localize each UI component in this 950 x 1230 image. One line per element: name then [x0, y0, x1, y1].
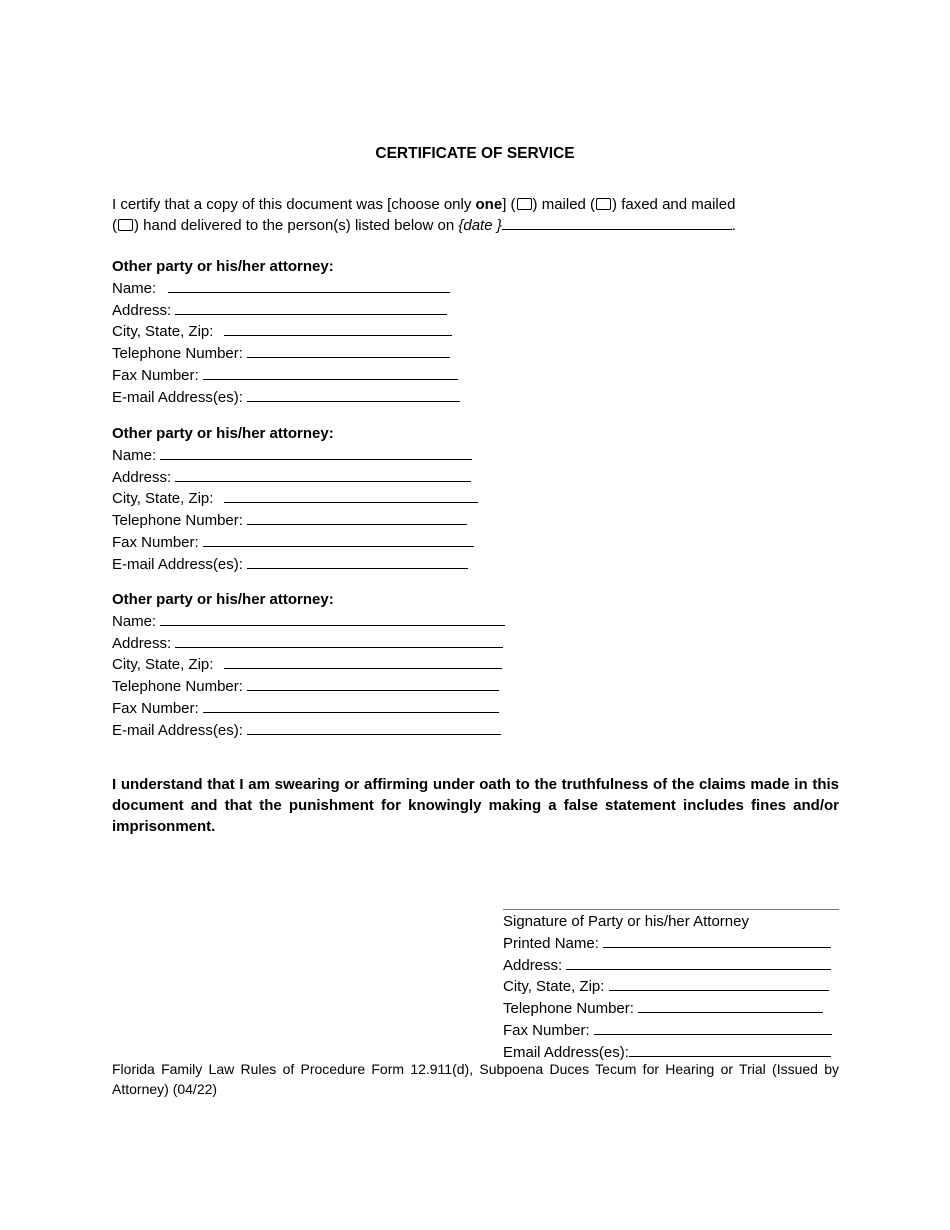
party-1-email-field[interactable]	[247, 387, 460, 402]
party-2-city-field[interactable]	[224, 488, 478, 503]
party-2-fax-field[interactable]	[203, 532, 474, 547]
party-3-city-field[interactable]	[224, 654, 502, 669]
party-3-name-field[interactable]	[160, 611, 505, 626]
party-heading: Other party or his/her attorney:	[112, 425, 334, 442]
party-block-2: Other party or his/her attorney: Name: Address: City, State, Zip: Telephone Number: Fax Number: E-mail Address(es):	[112, 424, 478, 576]
party-3-fax-field[interactable]	[203, 698, 499, 713]
date-label: {date }	[458, 217, 502, 234]
party-2-phone-field[interactable]	[247, 510, 467, 525]
signature-block: Signature of Party or his/her Attorney Printed Name: Address: City, State, Zip: Telephone Number: Fax Number: Email Address(es):	[503, 909, 839, 1064]
signer-email-field[interactable]	[629, 1042, 831, 1057]
faxed-mailed-checkbox[interactable]	[596, 198, 611, 210]
page-title: CERTIFICATE OF SERVICE	[375, 145, 575, 162]
party-block-1: Other party or his/her attorney: Name: Address: City, State, Zip: Telephone Number: Fax Number: E-mail Address(es):	[112, 257, 460, 409]
party-1-city-field[interactable]	[224, 321, 452, 336]
date-field[interactable]	[502, 215, 732, 230]
party-1-name-field[interactable]	[168, 278, 450, 293]
party-1-address-field[interactable]	[175, 300, 447, 315]
party-3-address-field[interactable]	[175, 633, 503, 648]
party-2-email-field[interactable]	[247, 554, 468, 569]
signer-phone-field[interactable]	[638, 998, 823, 1013]
signer-address-field[interactable]	[566, 955, 831, 970]
party-block-3: Other party or his/her attorney: Name: Address: City, State, Zip: Telephone Number: Fax Number: E-mail Address(es):	[112, 590, 505, 742]
party-heading: Other party or his/her attorney:	[112, 258, 334, 275]
signer-city-field[interactable]	[609, 976, 829, 991]
oath-statement: I understand that I am swearing or affirming under oath to the truthfulness of the claims made in this document and that the punishment for knowingly making a false statement includes fines and/or imprisonment.	[112, 776, 839, 835]
signer-fax-field[interactable]	[594, 1020, 832, 1035]
party-3-phone-field[interactable]	[247, 676, 499, 691]
party-3-email-field[interactable]	[247, 720, 501, 735]
hand-delivered-checkbox[interactable]	[118, 219, 133, 231]
printed-name-field[interactable]	[603, 933, 831, 948]
party-2-name-field[interactable]	[160, 445, 472, 460]
party-2-address-field[interactable]	[175, 467, 471, 482]
party-1-fax-field[interactable]	[203, 365, 458, 380]
party-1-phone-field[interactable]	[247, 343, 450, 358]
form-footer: Florida Family Law Rules of Procedure Form 12.911(d), Subpoena Duces Tecum for Hearing or Trial (Issued by Attorney) (04/22)	[112, 1061, 839, 1097]
signature-caption: Signature of Party or his/her Attorney	[503, 913, 749, 930]
party-heading: Other party or his/her attorney:	[112, 591, 334, 608]
certify-statement: I certify that a copy of this document was [choose only one] ( ) mailed ( ) faxed and mailed ( ) hand delivered to the person(s) listed below on {date } .	[112, 196, 736, 234]
mailed-checkbox[interactable]	[517, 198, 532, 210]
